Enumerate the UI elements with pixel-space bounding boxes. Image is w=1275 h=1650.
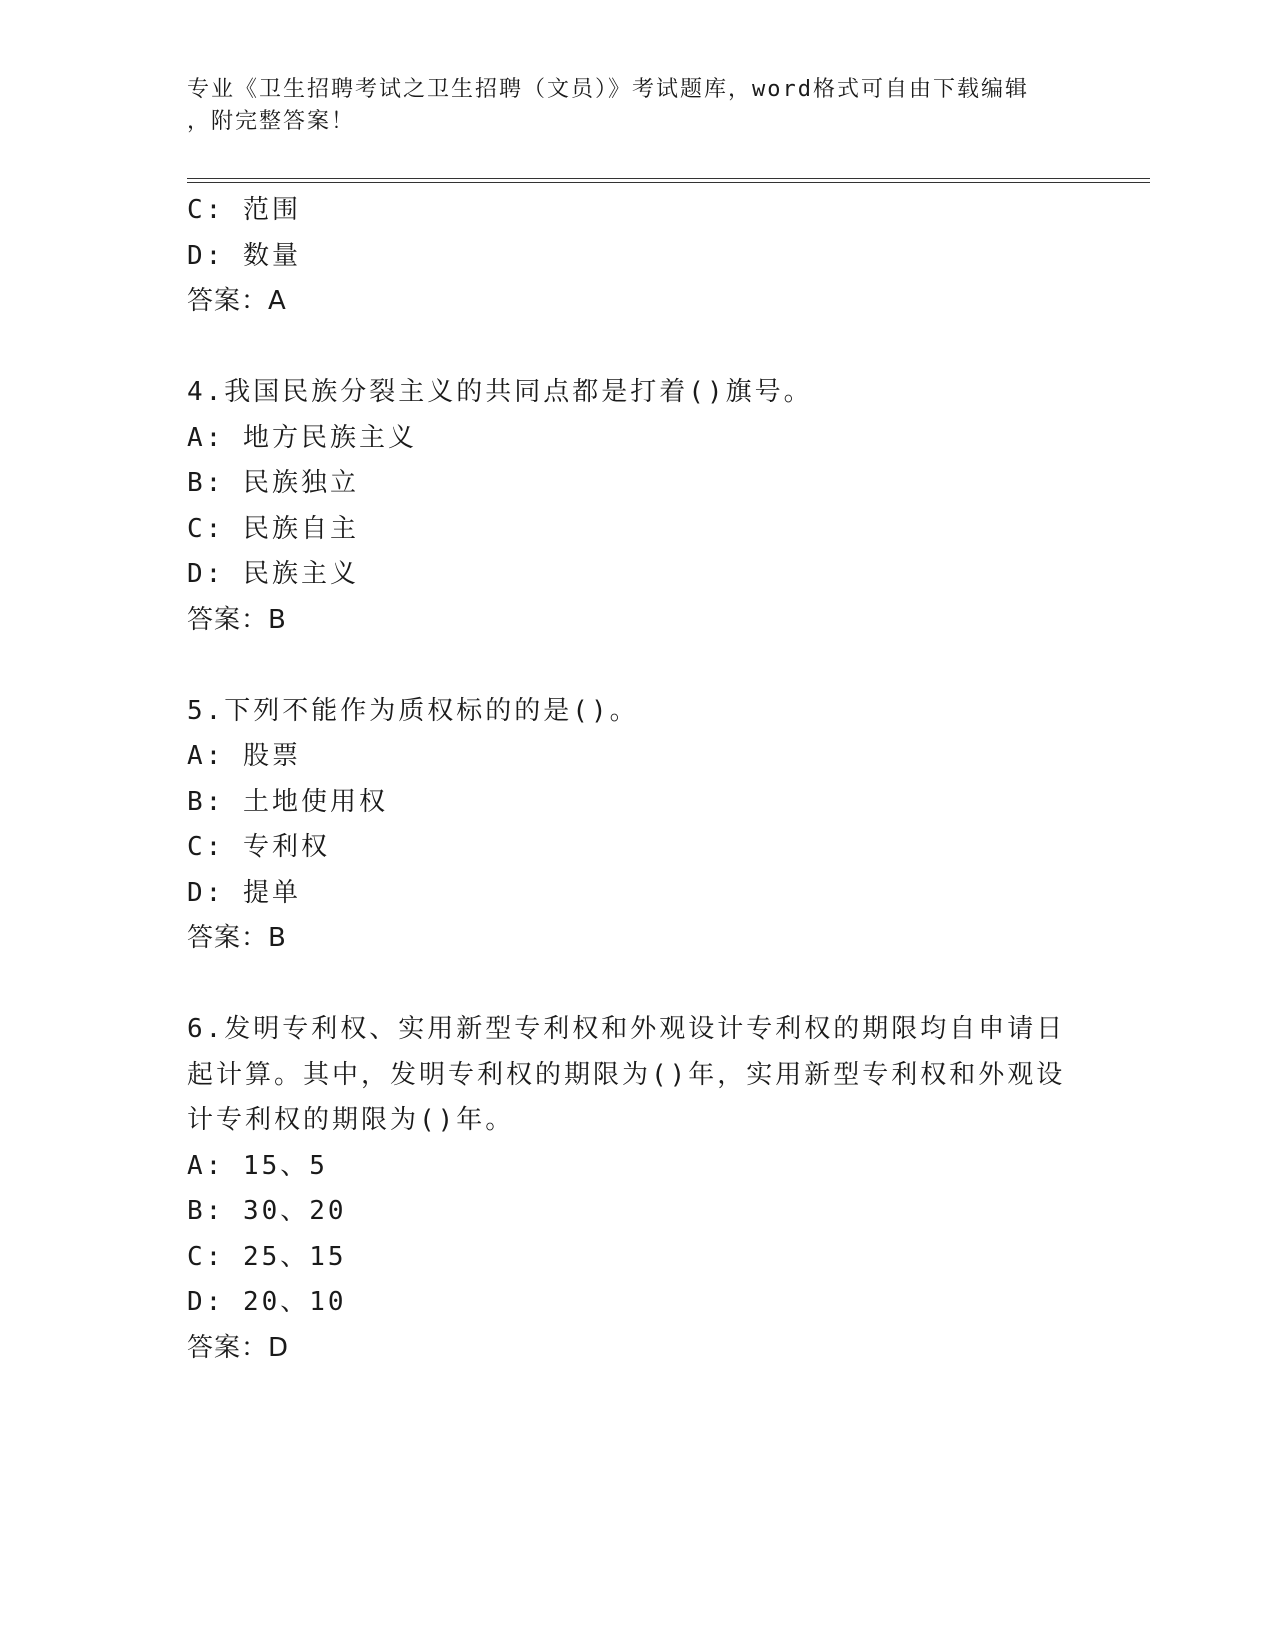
option-a: A: 地方民族主义 bbox=[187, 422, 417, 453]
option-d: D: 20、10 bbox=[187, 1287, 347, 1317]
question-stem: 4.我国民族分裂主义的共同点都是打着()旗号。 bbox=[187, 377, 813, 407]
spacer bbox=[187, 643, 1067, 689]
option-d: D: 民族主义 bbox=[187, 559, 359, 589]
answer-label: 答案：D bbox=[187, 1332, 290, 1363]
option-c: C: 专利权 bbox=[187, 832, 330, 862]
option-b: B: 民族独立 bbox=[187, 468, 359, 498]
question-stem-line-1: 6.发明专利权、实用新型专利权和外观设计专利权的期限均自申请日 bbox=[187, 1014, 1066, 1044]
question-block-5 bbox=[187, 689, 1067, 962]
option-d: D: 数量 bbox=[187, 240, 301, 271]
option-c: C: 范围 bbox=[187, 195, 301, 225]
question-stem-line-3: 计专利权的期限为()年。 bbox=[187, 1105, 515, 1135]
answer-label: 答案：A bbox=[187, 286, 287, 316]
header-title-line-2: ，附完整答案！ bbox=[187, 109, 356, 134]
question-block-3 bbox=[187, 188, 1067, 325]
option-a: A: 股票 bbox=[187, 741, 301, 771]
option-b: B: 30、20 bbox=[187, 1196, 347, 1226]
answer-label: 答案：B bbox=[187, 604, 287, 635]
option-c: C: 25、15 bbox=[187, 1241, 347, 1272]
question-block-6 bbox=[187, 1007, 1067, 1371]
document-header bbox=[187, 74, 1067, 138]
option-d: D: 提单 bbox=[187, 877, 301, 908]
option-c: C: 民族自主 bbox=[187, 513, 359, 544]
spacer bbox=[187, 325, 1067, 371]
header-divider-bottom bbox=[187, 182, 1150, 183]
answer-label: 答案：B bbox=[187, 923, 287, 953]
header-title-line-1: 专业《卫生招聘考试之卫生招聘（文员）》考试题库，word格式可自由下载编辑 bbox=[187, 77, 1029, 102]
question-stem-line-2: 起计算。其中，发明专利权的期限为()年，实用新型专利权和外观设 bbox=[187, 1059, 1066, 1090]
question-stem: 5.下列不能作为质权标的的是()。 bbox=[187, 695, 639, 726]
question-block-4 bbox=[187, 370, 1067, 643]
question-list bbox=[187, 188, 1067, 1371]
spacer bbox=[187, 962, 1067, 1008]
option-b: B: 土地使用权 bbox=[187, 786, 388, 817]
option-a: A: 15、5 bbox=[187, 1150, 328, 1181]
header-divider-top bbox=[187, 178, 1150, 179]
